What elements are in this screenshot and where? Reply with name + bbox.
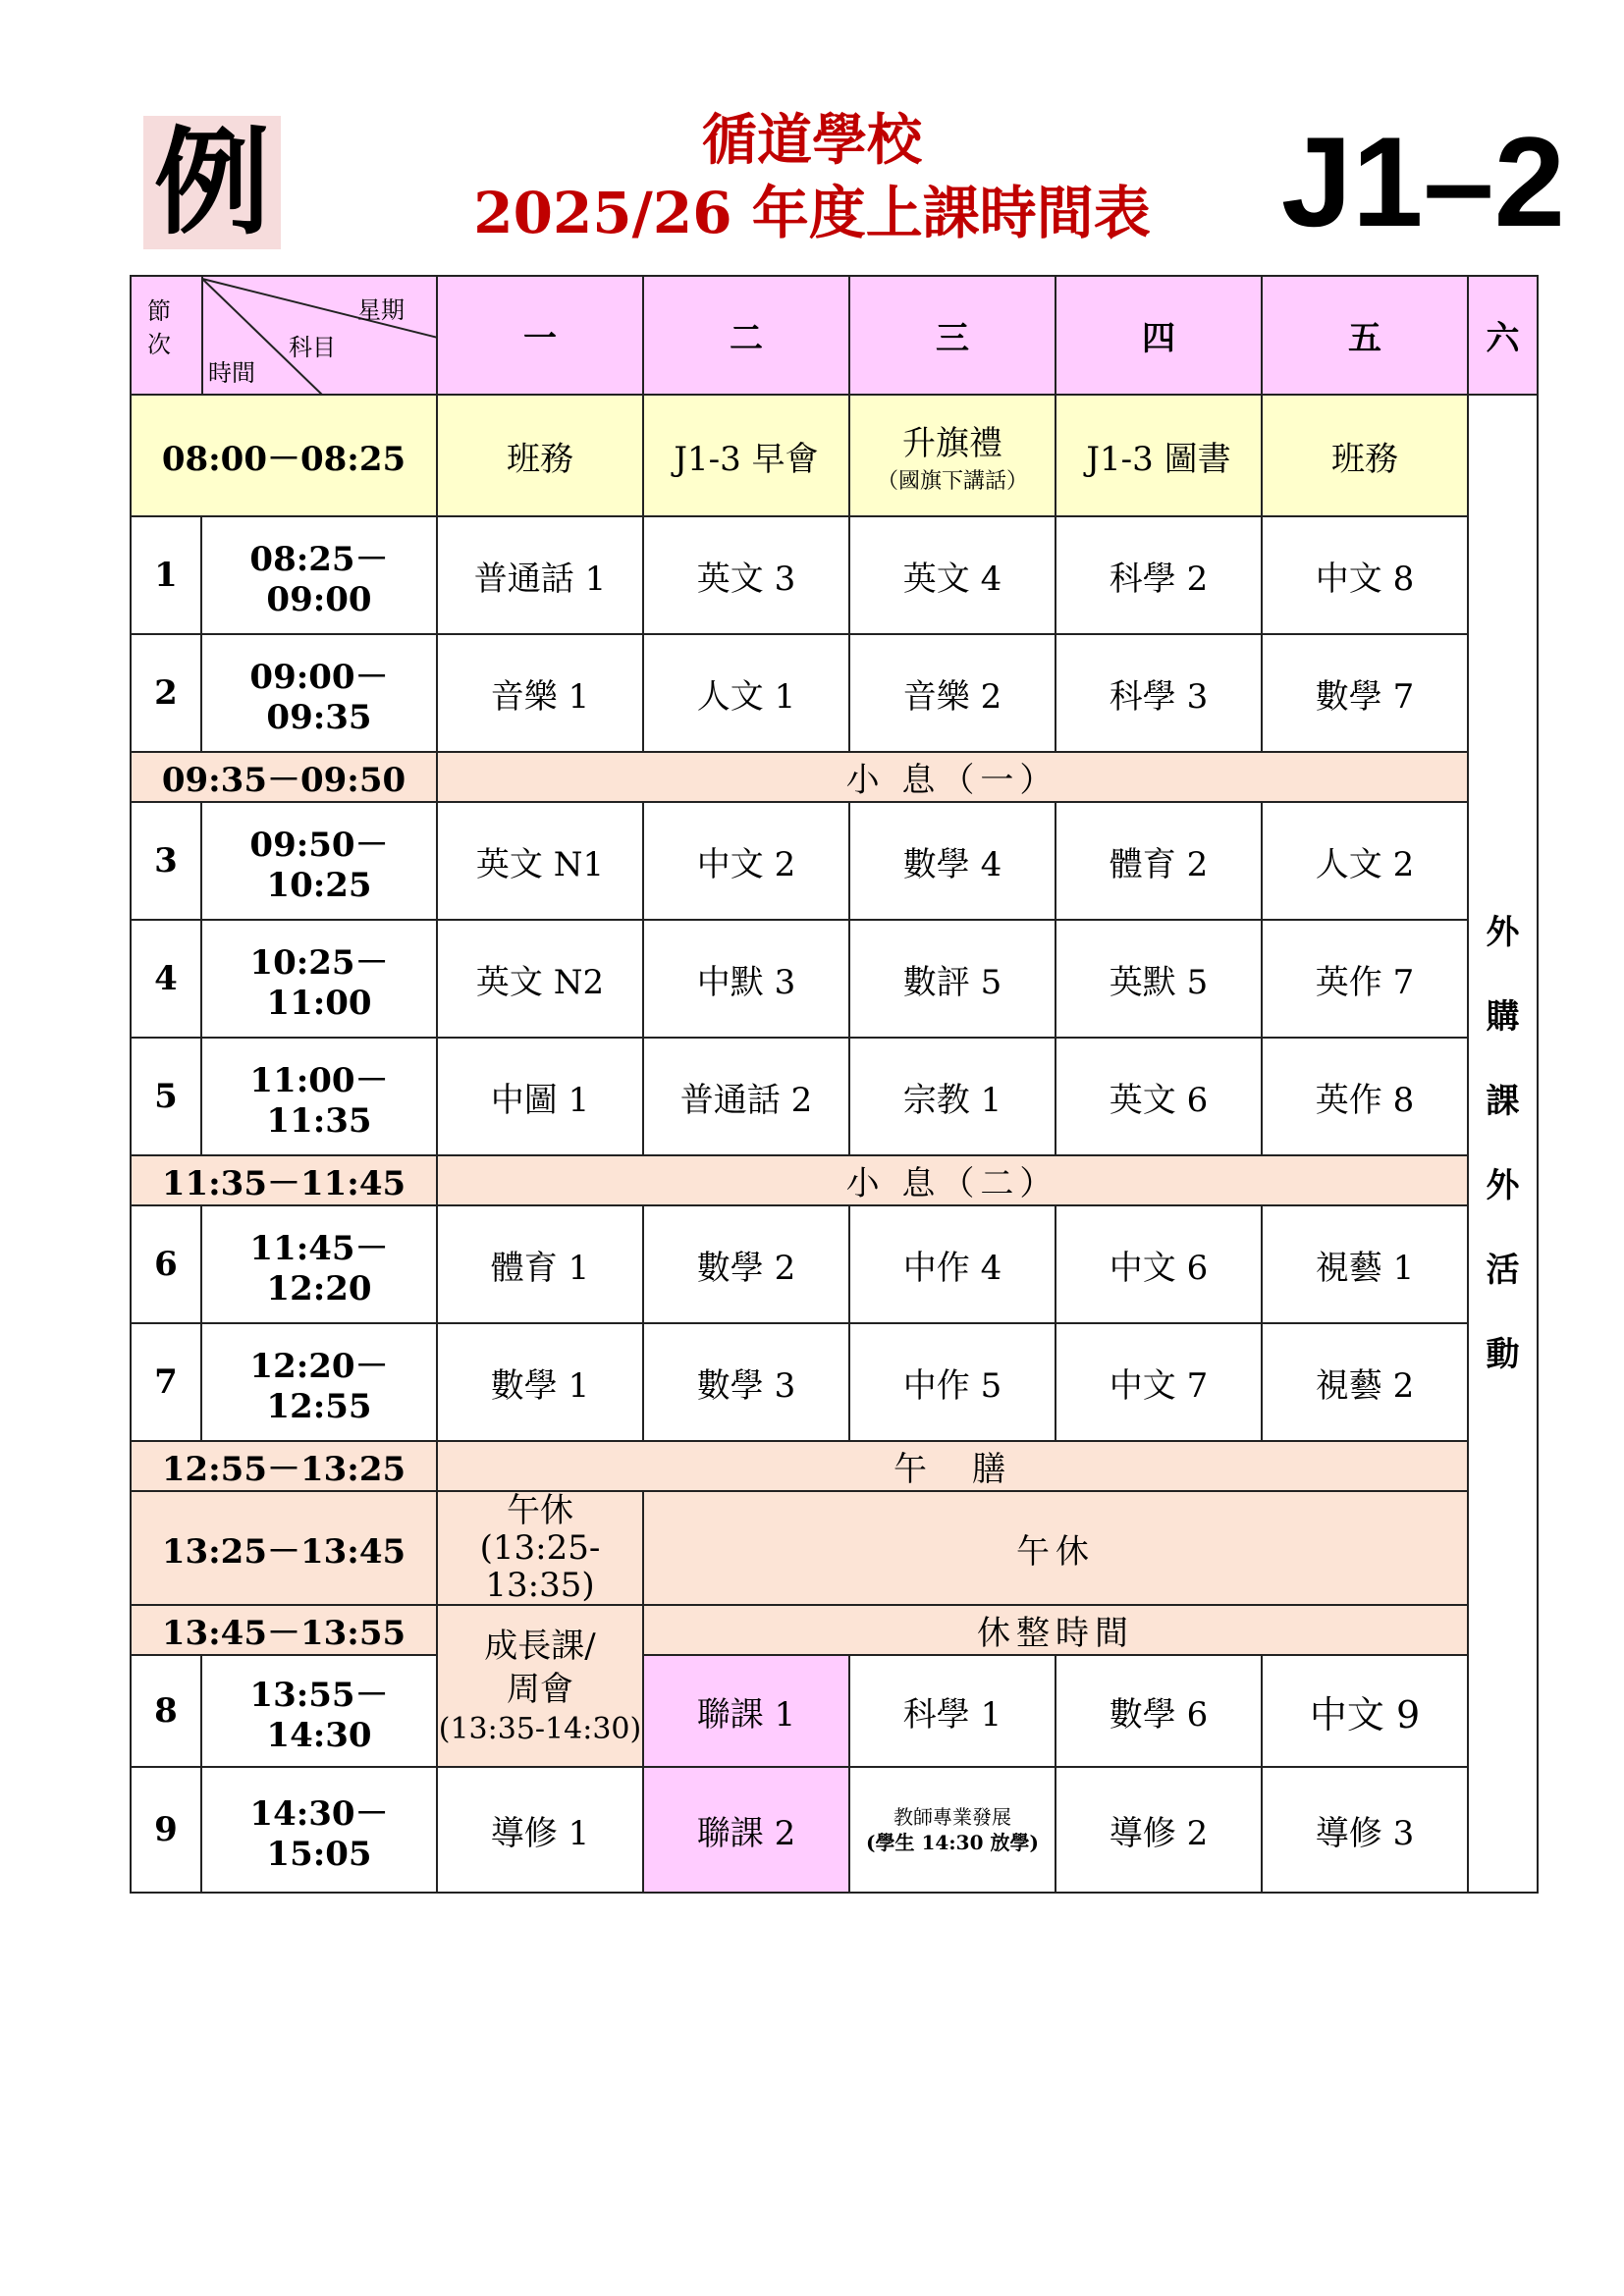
lesson-cell: 中作 5 (849, 1323, 1056, 1441)
day-wed: 三 (849, 276, 1056, 395)
break-row (131, 1155, 1538, 1205)
lesson-cell: 普通話 1 (437, 516, 643, 634)
flag-ceremony: 升旗禮 (902, 424, 1002, 463)
lesson-cell: 中文 7 (1056, 1323, 1262, 1441)
assembly-fri: 班務 (1262, 395, 1468, 516)
lesson-cell: 聯課 2 (643, 1767, 849, 1893)
lesson-cell: 英文 N2 (437, 920, 643, 1038)
lesson-cell: 科學 3 (1056, 634, 1262, 752)
break-label: 小 息（一） (437, 752, 1468, 802)
lesson-cell: 音樂 2 (849, 634, 1056, 752)
saturday-activity-char: 購 (1486, 997, 1520, 1037)
lesson-cell: 音樂 1 (437, 634, 643, 752)
lesson-cell: 宗教 1 (849, 1038, 1056, 1155)
lesson-cell: 數學 3 (643, 1323, 849, 1441)
lesson-cell: 英文 N1 (437, 802, 643, 920)
lesson-cell: 視藝 2 (1262, 1323, 1468, 1441)
assembly-tue: J1-3 早會 (643, 395, 849, 516)
rest-row (131, 1491, 1538, 1605)
assembly-thu: J1-3 圖書 (1056, 395, 1262, 516)
teacher-dev-sub: (學生 14:30 放學) (866, 1831, 1039, 1854)
lesson-cell: 科學 1 (849, 1655, 1056, 1767)
teacher-dev-label: 教師專業發展 (893, 1805, 1011, 1829)
saturday-activity-char: 外 (1486, 1166, 1520, 1205)
lesson-cell: 數學 2 (643, 1205, 849, 1323)
corner-subject-label: 科目 (289, 334, 336, 361)
adjust-label: 休整時間 (643, 1605, 1468, 1655)
day-thu: 四 (1056, 276, 1262, 395)
lesson-cell: 聯課 1 (643, 1655, 849, 1767)
break-time: 11:35－11:45 (131, 1155, 437, 1205)
lesson-cell: 英默 5 (1056, 920, 1262, 1038)
lesson-cell: 中文 9 (1262, 1655, 1468, 1767)
lesson-cell: 數學 4 (849, 802, 1056, 920)
adjust-time: 13:45－13:55 (131, 1605, 437, 1655)
period-row (131, 1323, 1538, 1441)
period-time: 11:45－12:20 (201, 1205, 437, 1323)
growth-line1: 成長課/ (484, 1626, 596, 1666)
day-fri: 五 (1262, 276, 1468, 395)
period-number: 4 (131, 920, 201, 1038)
saturday-activity-char: 活 (1486, 1251, 1520, 1290)
corner-session-label: 節次 (147, 297, 171, 358)
lesson-cell: 中圖 1 (437, 1038, 643, 1155)
saturday-activity-char: 外 (1486, 913, 1520, 952)
lunch-row (131, 1441, 1538, 1491)
period-time: 12:20－12:55 (201, 1323, 437, 1441)
period-number: 8 (131, 1655, 201, 1767)
period-time: 11:00－11:35 (201, 1038, 437, 1155)
break-row (131, 752, 1538, 802)
rest-time: 13:25－13:45 (131, 1491, 437, 1605)
lesson-cell: 視藝 1 (1262, 1205, 1468, 1323)
corner-time-label: 時間 (208, 359, 255, 387)
day-mon: 一 (437, 276, 643, 395)
lesson-cell: 體育 1 (437, 1205, 643, 1323)
lesson-cell: 英文 6 (1056, 1038, 1262, 1155)
lesson-cell: 數學 6 (1056, 1655, 1262, 1767)
assembly-wed (849, 395, 1056, 516)
assembly-mon: 班務 (437, 395, 643, 516)
lesson-cell: 科學 2 (1056, 516, 1262, 634)
period-number: 6 (131, 1205, 201, 1323)
period-time: 10:25－11:00 (201, 920, 437, 1038)
lesson-cell: 人文 1 (643, 634, 849, 752)
school-name: 循道學校 (702, 108, 922, 173)
corner-weekday-label: 星期 (357, 296, 405, 324)
growth-time: (13:35-14:30) (438, 1711, 642, 1746)
period-row (131, 1205, 1538, 1323)
lesson-cell: 數學 1 (437, 1323, 643, 1441)
assembly-row (131, 395, 1538, 516)
timetable (130, 275, 1539, 1894)
header-row (131, 276, 1538, 395)
period-row (131, 802, 1538, 920)
lesson-cell: 中文 6 (1056, 1205, 1262, 1323)
period-row (131, 634, 1538, 752)
period-row (131, 920, 1538, 1038)
lesson-cell: 中默 3 (643, 920, 849, 1038)
lesson-cell: 中文 2 (643, 802, 849, 920)
lesson-cell: 英文 3 (643, 516, 849, 634)
lesson-cell: 導修 2 (1056, 1767, 1262, 1893)
rest-mon (437, 1491, 643, 1605)
period-number: 9 (131, 1767, 201, 1893)
lesson-cell: 導修 1 (437, 1767, 643, 1893)
flag-ceremony-sub: （國旗下講話） (876, 469, 1028, 494)
period-time: 09:00－09:35 (201, 634, 437, 752)
period-time: 09:50－10:25 (201, 802, 437, 920)
break-label: 小 息（二） (437, 1155, 1468, 1205)
lesson-cell: 英文 4 (849, 516, 1056, 634)
lesson-cell: 英作 8 (1262, 1038, 1468, 1155)
period-time: 13:55－14:30 (201, 1655, 437, 1767)
lesson-cell: 中作 4 (849, 1205, 1056, 1323)
period-number: 7 (131, 1323, 201, 1441)
saturday-activity-char: 動 (1486, 1335, 1520, 1374)
lesson-cell: 普通話 2 (643, 1038, 849, 1155)
example-badge: 例 (143, 116, 281, 249)
lesson-cell: 導修 3 (1262, 1767, 1468, 1893)
period-row (131, 1038, 1538, 1155)
period-time: 14:30－15:05 (201, 1767, 437, 1893)
period-row (131, 1655, 1538, 1767)
lesson-cell (849, 1767, 1056, 1893)
class-code: J1–2 (1280, 110, 1565, 253)
period-number: 3 (131, 802, 201, 920)
rest-label: 午休 (643, 1491, 1468, 1605)
period-number: 1 (131, 516, 201, 634)
growth-lesson (437, 1605, 643, 1767)
lesson-cell: 中文 8 (1262, 516, 1468, 634)
period-row (131, 1767, 1538, 1893)
day-tue: 二 (643, 276, 849, 395)
lesson-cell: 數學 7 (1262, 634, 1468, 752)
rest-mon-label: 午休 (507, 1491, 573, 1530)
lunch-time: 12:55－13:25 (131, 1441, 437, 1491)
corner-cell (131, 276, 437, 395)
lesson-cell: 數評 5 (849, 920, 1056, 1038)
growth-line2: 周會 (507, 1669, 573, 1709)
assembly-time: 08:00－08:25 (131, 395, 437, 516)
period-row (131, 516, 1538, 634)
lesson-cell: 人文 2 (1262, 802, 1468, 920)
page-title: 2025/26 年度上課時間表 (473, 180, 1151, 246)
lunch-label: 午 膳 (437, 1441, 1468, 1491)
saturday-activity-char: 課 (1486, 1082, 1520, 1121)
lesson-cell: 體育 2 (1056, 802, 1262, 920)
break-time: 09:35－09:50 (131, 752, 437, 802)
period-number: 2 (131, 634, 201, 752)
day-sat: 六 (1468, 276, 1538, 395)
rest-mon-time: (13:25-13:35) (479, 1528, 601, 1605)
saturday-activity (1468, 395, 1538, 1893)
adjust-row (131, 1605, 1538, 1655)
period-number: 5 (131, 1038, 201, 1155)
period-time: 08:25－09:00 (201, 516, 437, 634)
lesson-cell: 英作 7 (1262, 920, 1468, 1038)
